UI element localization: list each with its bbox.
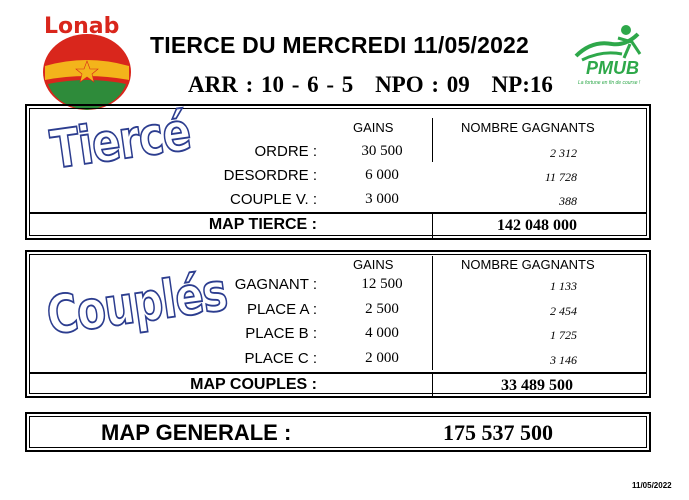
couples-row-label: PLACE B : — [245, 325, 317, 342]
couples-row-winners: 3 146 — [550, 353, 577, 367]
lonab-logo-text: Lonab — [44, 14, 120, 39]
couples-row-winners: 1 133 — [550, 279, 577, 293]
pmub-logo-text: PMUB — [586, 58, 639, 78]
footer-date: 11/05/2022 — [632, 481, 672, 490]
couples-table — [25, 250, 651, 398]
number-partants: NP:16 — [491, 72, 553, 97]
tierce-row-winners: 11 728 — [544, 170, 577, 184]
couples-gains-header: GAINS — [353, 257, 394, 272]
lonab-logo — [40, 14, 135, 114]
map-generale-box — [25, 412, 651, 452]
pmub-logo — [572, 20, 650, 98]
couples-row-label: GAGNANT : — [234, 276, 317, 293]
tierce-gains-header: GAINS — [353, 120, 394, 135]
tierce-row-gain: 30 500 — [361, 143, 403, 159]
map-tierce-value: 142 048 000 — [497, 217, 577, 234]
tierce-row-winners: 2 312 — [550, 146, 577, 160]
couples-row-gain: 12 500 — [361, 276, 403, 292]
couples-section-word: Couplés — [43, 260, 231, 347]
map-generale-label: MAP GENERALE : — [101, 420, 292, 445]
tierce-section-word: Tiercé — [47, 100, 194, 181]
map-couples-label: MAP COUPLES : — [190, 376, 317, 393]
tierce-row-label: DESORDRE : — [223, 167, 317, 184]
tierce-row-gain: 6 000 — [365, 167, 399, 183]
tierce-table — [25, 100, 651, 240]
couples-row-gain: 4 000 — [365, 325, 399, 341]
couples-winners-header: NOMBRE GAGNANTS — [461, 257, 595, 272]
map-couples-value: 33 489 500 — [501, 377, 573, 394]
pmub-slogan: La fortune en fin de course ! — [578, 80, 641, 86]
couples-row-gain: 2 000 — [365, 350, 399, 366]
couples-row-label: PLACE C : — [244, 350, 317, 367]
couples-row-winners: 2 454 — [550, 304, 577, 318]
tierce-row-label: ORDRE : — [254, 143, 317, 160]
arrival-order: ARR : 10 - 6 - 5 — [188, 72, 354, 97]
tierce-winners-header: NOMBRE GAGNANTS — [461, 120, 595, 135]
tierce-row-winners: 388 — [559, 194, 577, 208]
map-tierce-label: MAP TIERCE : — [208, 216, 317, 233]
couples-row-winners: 1 725 — [550, 328, 577, 342]
race-result — [188, 72, 553, 98]
tierce-row-gain: 3 000 — [365, 191, 399, 207]
map-generale-value: 175 537 500 — [443, 420, 553, 445]
couples-row-gain: 2 500 — [365, 301, 399, 317]
page-title: TIERCE DU MERCREDI 11/05/2022 — [150, 32, 530, 58]
tierce-row-label: COUPLE V. : — [230, 191, 317, 208]
couples-row-label: PLACE A : — [246, 301, 317, 318]
non-partants: NPO : 09 — [375, 72, 470, 97]
